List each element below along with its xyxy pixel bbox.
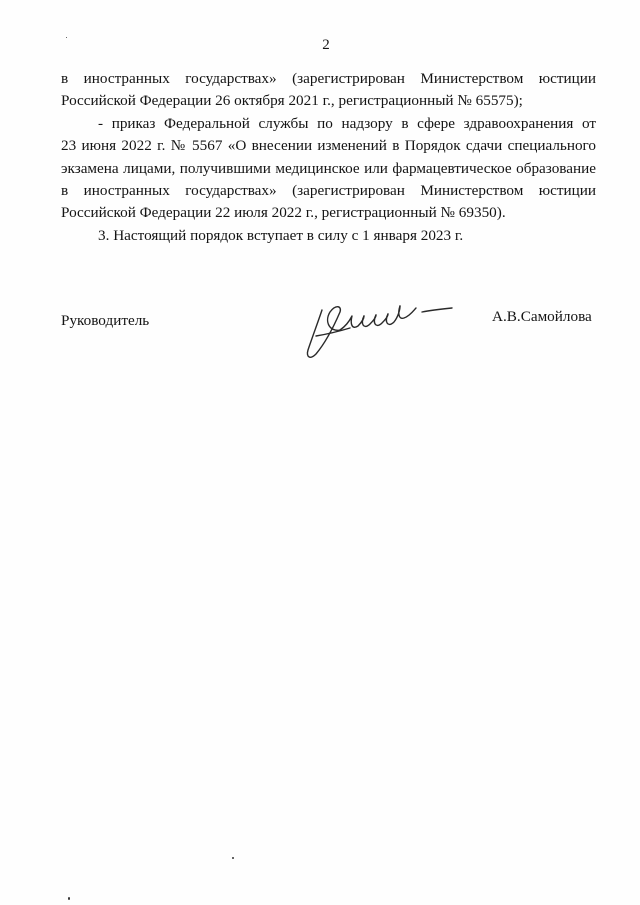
paragraph-1-line-1: в иностранных государствах» (зарегистрирован Министерством юстиции — [61, 70, 596, 87]
scan-speck — [232, 857, 234, 859]
paragraph-2-line-5: Российской Федерации 22 июля 2022 г., регистрационный № 69350). — [61, 204, 506, 222]
scan-speck — [66, 37, 67, 38]
scan-speck — [68, 897, 70, 900]
paragraph-2-line-4: в иностранных государствах» (зарегистрирован Министерством юстиции — [61, 182, 596, 200]
paragraph-2-line-2: 23 июня 2022 г. № 5567 «О внесении изменений в Порядок сдачи специального — [61, 137, 596, 155]
handwritten-signature — [300, 290, 460, 370]
document-body — [61, 68, 596, 247]
page-number: 2 — [322, 37, 330, 53]
paragraph-2-line-3: экзамена лицами, получившими медицинское или фармацевтическое образование — [61, 159, 596, 177]
paragraph-2-line-1: - приказ Федеральной службы по надзору в сфере здравоохранения от — [98, 114, 596, 132]
paragraph-1-line-2: Российской Федерации 26 октября 2021 г., регистрационный № 65575); — [61, 92, 523, 110]
signatory-name: А.В.Самойлова — [492, 308, 592, 325]
paragraph-3: 3. Настоящий порядок вступает в силу с 1 января 2023 г. — [98, 226, 464, 244]
signatory-role: Руководитель — [61, 312, 150, 329]
